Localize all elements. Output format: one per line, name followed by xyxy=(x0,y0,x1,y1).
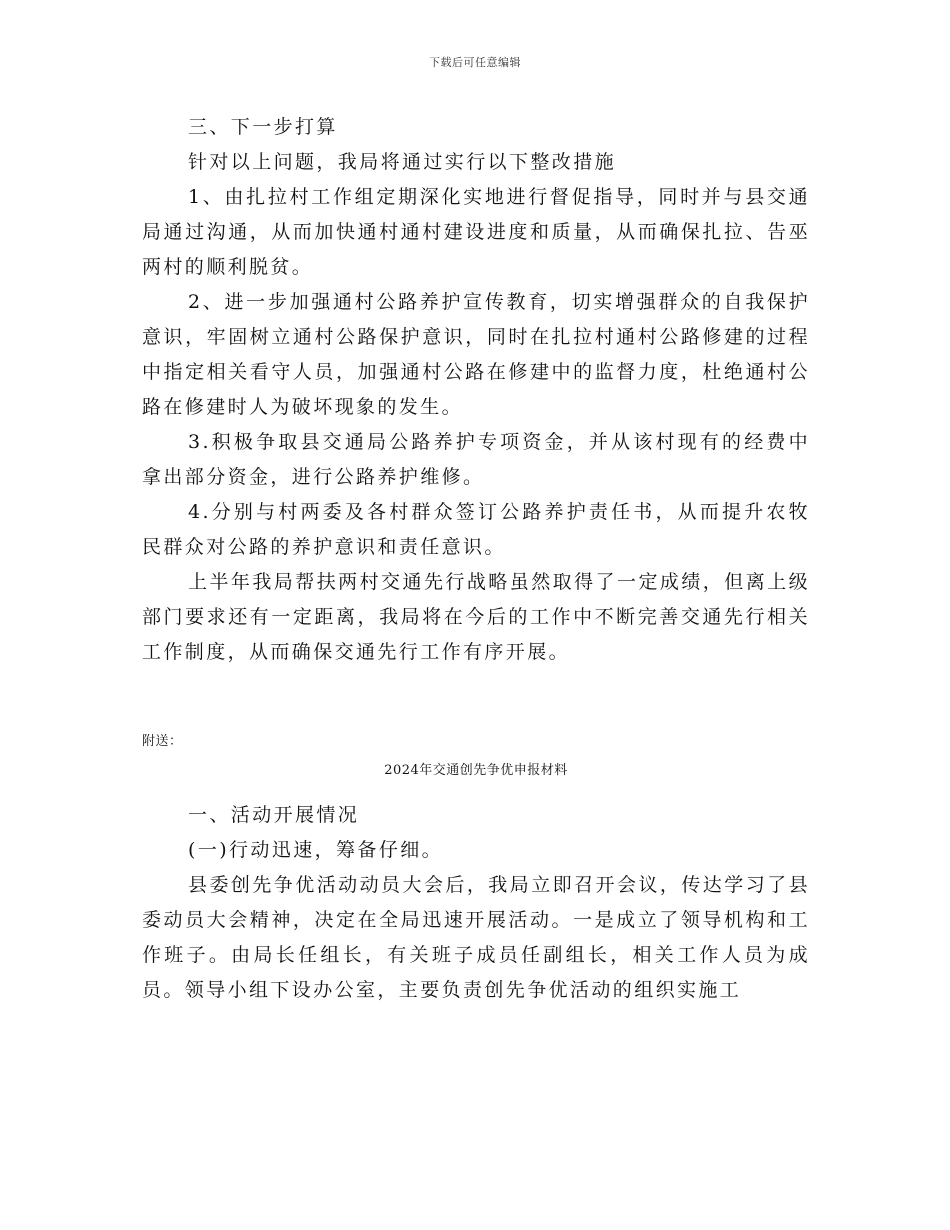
measure-item-4: 4.分别与村两委及各村群众签订公路养护责任书，从而提升农牧民群众对公路的养护意识和责任意识。 xyxy=(142,501,810,558)
section-heading-activities: 一、活动开展情况 xyxy=(188,804,360,826)
spacer xyxy=(142,782,810,798)
spacer xyxy=(142,670,810,732)
closing-paragraph: 上半年我局帮扶两村交通先行战略虽然取得了一定成绩，但离上级部门要求还有一定距离，我局将在今后的工作中不断完善交通先行相关工作制度，从而确保交通先行工作有序开展。 xyxy=(142,571,810,663)
attachment-label: 附送： xyxy=(142,734,183,749)
measure-item-2: 2、进一步加强通村公路养护宣传教育，切实增强群众的自我保护意识，牢固树立通村公路保护意识，同时在扎拉村通村公路修建的过程中指定相关看守人员，加强通村公路在修建中的监督力度，杜绝通村公路在修建时人为破坏现象的发生。 xyxy=(142,291,810,418)
measure-item-3: 3.积极争取县交通局公路养护专项资金，并从该村现有的经费中拿出部分资金，进行公路养护维修。 xyxy=(142,431,810,488)
document-body xyxy=(142,110,810,1008)
attachment-title: 2024年交通创先争优申报材料 xyxy=(384,763,568,778)
section-intro: 针对以上问题，我局将通过实行以下整改措施 xyxy=(188,151,617,173)
subsection-heading: (一)行动迅速，筹备仔细。 xyxy=(188,839,444,861)
body-paragraph: 县委创先争优活动动员大会后，我局立即召开会议，传达学习了县委动员大会精神，决定在全局迅速开展活动。一是成立了领导机构和工作班子。由局长任组长，有关班子成员任副组长，相关工作人员为成员。领导小组下设办公室，主要负责创先争优活动的组织实施工 xyxy=(142,874,810,1001)
section-heading-next-steps: 三、下一步打算 xyxy=(188,116,338,138)
page-header: 下载后可任意编辑 xyxy=(429,56,521,69)
measure-item-1: 1、由扎拉村工作组定期深化实地进行督促指导，同时并与县交通局通过沟通，从而加快通村通村建设进度和质量，从而确保扎拉、告巫两村的顺利脱贫。 xyxy=(142,186,810,278)
